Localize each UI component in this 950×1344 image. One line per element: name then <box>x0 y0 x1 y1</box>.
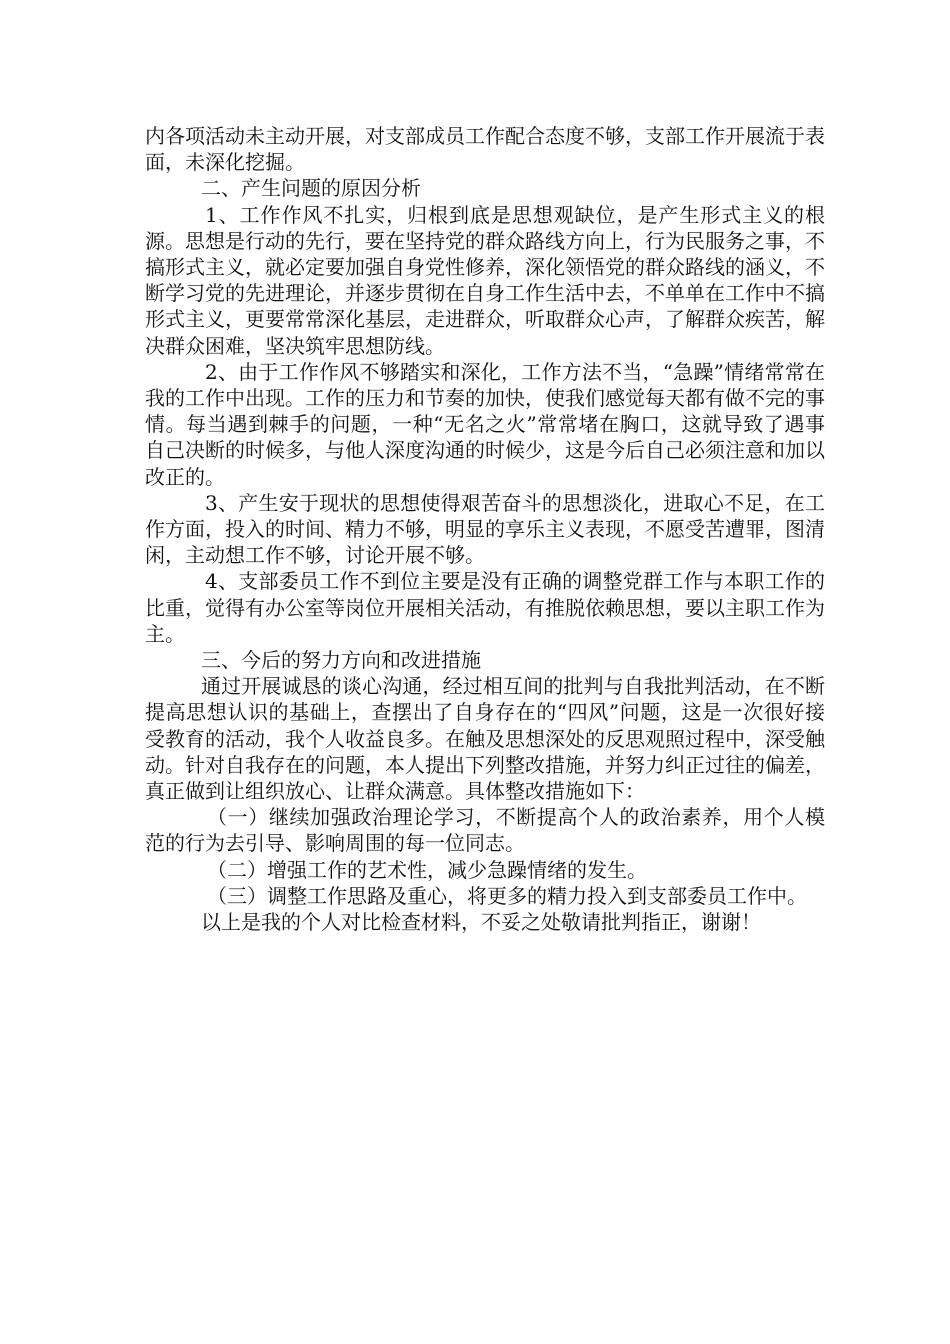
paragraph-measures-intro: 通过开展诚恳的谈心沟通，经过相互间的批判与自我批判活动，在不断提高思想认识的基础上，查摆出了自身存在的“四风”问题，这是一次很好接受教育的活动，我个人收益良多。在触及思想深处的反思观照过程中，深受触动。针对自我存在的问题，本人提出下列整改措施，并努力纠正过往的偏差，真正做到让组织放心、让群众满意。具体整改措施如下： <box>145 674 825 804</box>
document-body <box>145 123 825 935</box>
section-heading-measures: 三、今后的努力方向和改进措施 <box>201 648 481 673</box>
paragraph-measure-3: （三）调整工作思路及重心，将更多的精力投入到支部委员工作中。 <box>207 883 807 908</box>
paragraph-cause-3: 3、产生安于现状的思想使得艰苦奋斗的思想淡化，进取心不足，在工作方面，投入的时间、精力不够，明显的享乐主义表现，不愿受苦遭罪，图清闲，主动想工作不够，讨论开展不够。 <box>145 490 825 568</box>
paragraph-closing: 以上是我的个人对比检查材料，不妥之处敬请批判指正，谢谢！ <box>201 910 761 935</box>
section-heading-causes: 二、产生问题的原因分析 <box>201 176 421 201</box>
paragraph-measure-2: （二）增强工作的艺术性，减少急躁情绪的发生。 <box>207 857 647 882</box>
paragraph-measure-1: （一）继续加强政治理论学习，不断提高个人的政治素养，用个人模范的行为去引导、影响周围的每一位同志。 <box>145 805 825 856</box>
paragraph-continuation: 内各项活动未主动开展，对支部成员工作配合态度不够，支部工作开展流于表面，未深化挖掘。 <box>145 124 825 175</box>
paragraph-cause-1: 1、工作作风不扎实，归根到底是思想观缺位，是产生形式主义的根源。思想是行动的先行，要在坚持党的群众路线方向上，行为民服务之事，不搞形式主义，就必定要加强自身党性修养，深化领悟党的群众路线的涵义，不断学习党的先进理论，并逐步贯彻在自身工作生活中去，不单单在工作中不搞形式主义，更要常常深化基层，走进群众，听取群众心声，了解群众疾苦，解决群众困难，坚决筑牢思想防线。 <box>145 202 825 358</box>
paragraph-cause-4: 4、支部委员工作不到位主要是没有正确的调整党群工作与本职工作的比重，觉得有办公室等岗位开展相关活动，有推脱依赖思想，要以主职工作为主。 <box>145 569 825 646</box>
paragraph-cause-2: 2、由于工作作风不够踏实和深化，工作方法不当，“急躁”情绪常常在我的工作中出现。工作的压力和节奏的加快，使我们感觉每天都有做不完的事情。每当遇到棘手的问题，一种“无名之火”常常堵在胸口，这就导致了遇事自己决断的时候多，与他人深度沟通的时候少，这是今后自己必须注意和加以改正的。 <box>145 359 825 489</box>
